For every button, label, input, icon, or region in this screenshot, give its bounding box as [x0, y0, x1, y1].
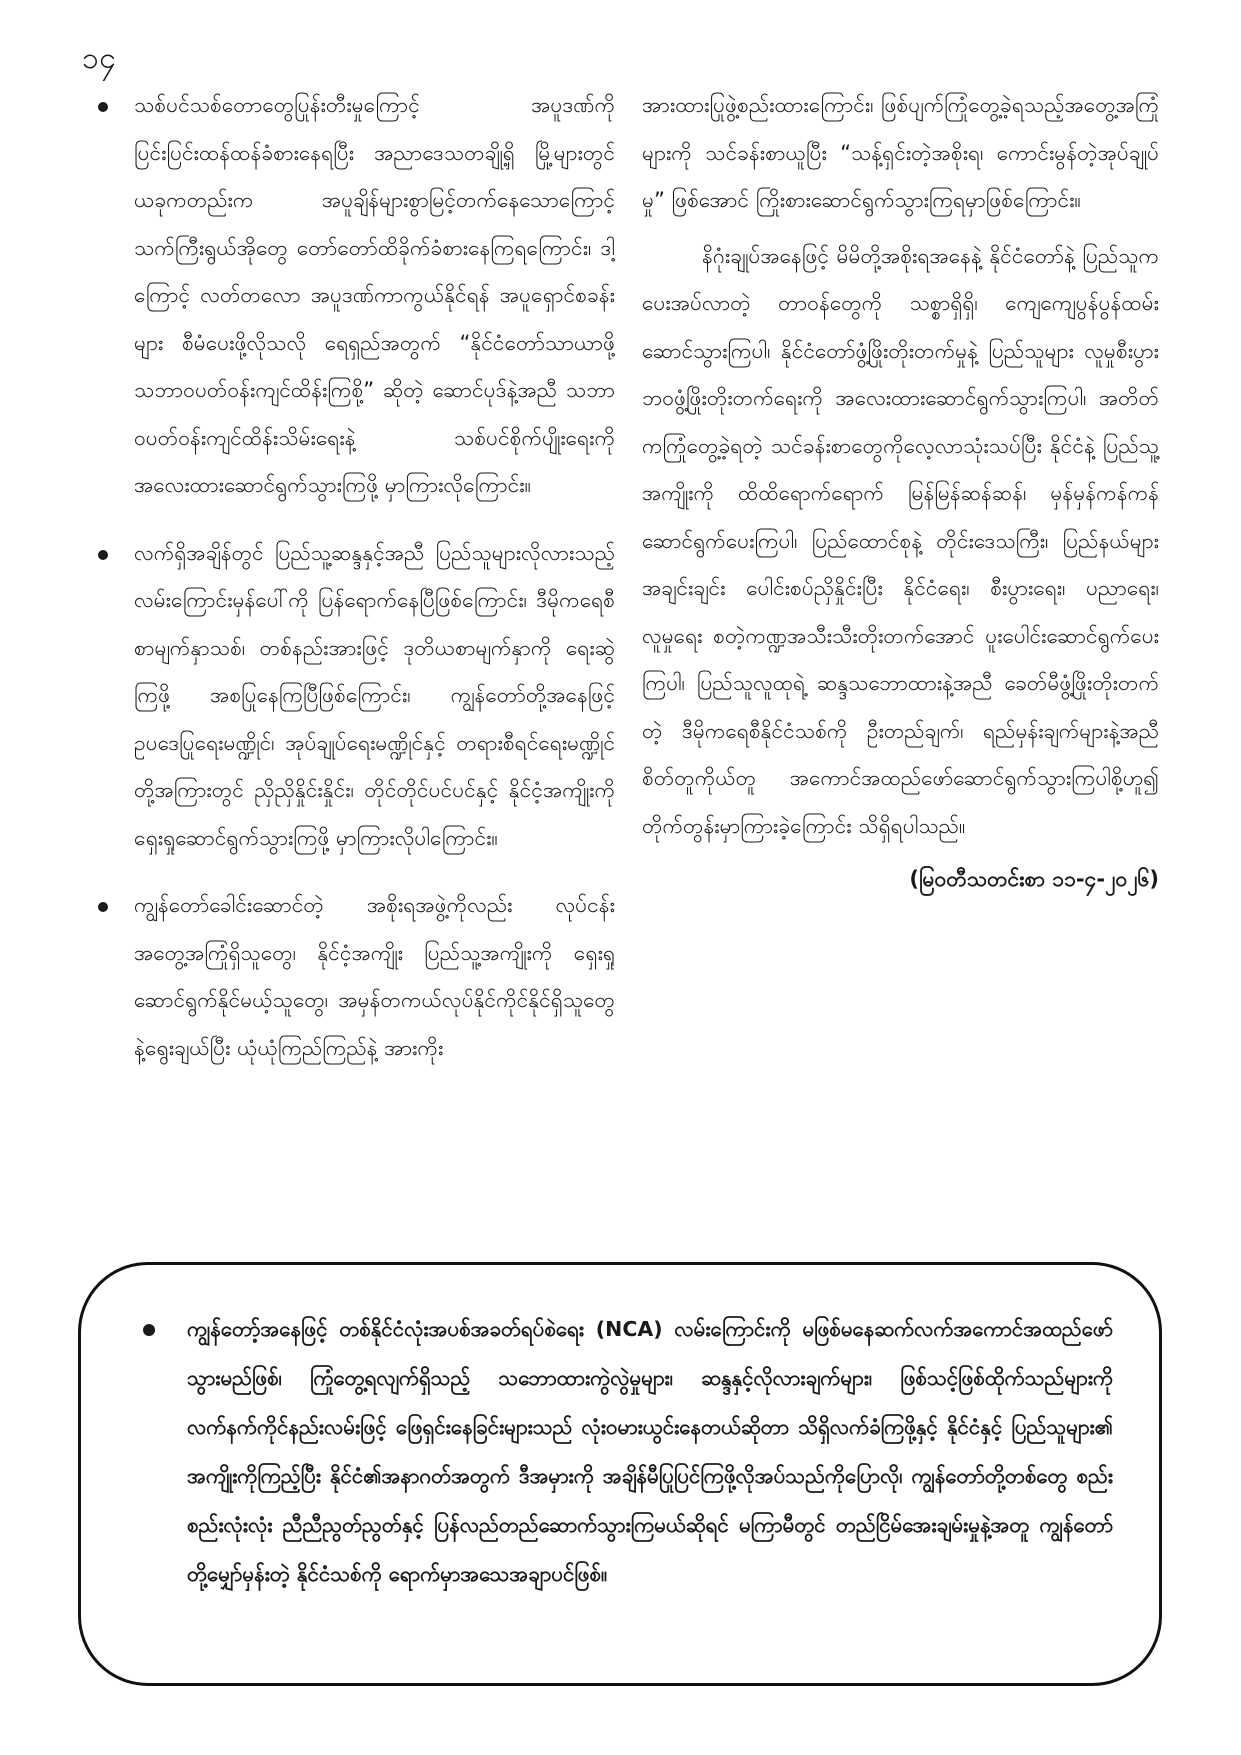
bullet-list	[90, 82, 615, 1072]
callout-box	[78, 1262, 1162, 1686]
bullet-icon	[143, 1324, 155, 1336]
callout-text: ကျွန်တော့်အနေဖြင့် တစ်နိုင်ငံလုံးအပစ်အခတ်ရပ်စဲရေး (NCA) လမ်းကြောင်းကို မဖြစ်မနေဆက်လက်အကောင်အထည်ဖော်သွားမည်ဖြစ်၊ ကြုံတွေ့ရလျက်ရှိသည့် သဘောထားကွဲလွဲမှုများ၊ ဆန္ဒနှင့်လိုလားချက်များ၊ ဖြစ်သင့်ဖြစ်ထိုက်သည်များကို လက်နက်ကိုင်နည်းလမ်းဖြင့် ဖြေရှင်းနေခြင်းများသည် လုံးဝမားယွင်းနေတယ်ဆိုတာ သိရှိလက်ခံကြဖို့နှင့် နိုင်ငံနှင့် ပြည်သူများ၏ အကျိုးကိုကြည့်ပြီး နိုင်ငံ၏အနာဂတ်အတွက် ဒီအမှားကို အချိန်မီပြုပြင်ကြဖို့လိုအပ်သည်ကိုပြောလို၊ ကျွန်တော်တို့တစ်တွေ စည်းစည်းလုံးလုံး ညီညီညွတ်ညွတ်နှင့် ပြန်လည်တည်ဆောက်သွားကြမယ်ဆိုရင် မကြာမီတွင် တည်ငြိမ်အေးချမ်းမှုနဲ့အတူ ကျွန်တော်တို့မျှော်မှန်းတဲ့ နိုင်ငံသစ်ကို ရောက်မှာအသေအချာပင်ဖြစ်။	[187, 1317, 1113, 1586]
conclusion-paragraph: နိဂုံးချုပ်အနေဖြင့် မိမိတို့အစိုးရအနေနဲ့ နိုင်ငံတော်နဲ့ ပြည်သူကပေးအပ်လာတဲ့ တာဝန်တွေကို သစ္စာရှိရှိ၊ ကျေကျေပွန်ပွန်ထမ်းဆောင်သွားကြပါ၊ နိုင်ငံတော်ဖွံ့ဖြိုးတိုးတက်မှုနဲ့ ပြည်သူများ လူမှုစီးပွားဘဝဖွံ့ဖြိုးတိုးတက်ရေးကို အလေးထားဆောင်ရွက်သွားကြပါ၊ အတိတ်ကကြုံတွေ့ခဲ့ရတဲ့ သင်ခန်းစာတွေကိုလေ့လာသုံးသပ်ပြီး နိုင်ငံနဲ့ ပြည်သူ့အကျိုးကို ထိထိရောက်ရောက် မြန်မြန်ဆန်ဆန်၊ မှန်မှန်ကန်ကန် ဆောင်ရွက်ပေးကြပါ၊ ပြည်ထောင်စုနဲ့ တိုင်းဒေသကြီး၊ ပြည်နယ်များ အချင်းချင်း ပေါင်းစပ်ညှိနှိုင်းပြီး နိုင်ငံရေး၊ စီးပွားရေး၊ ပညာရေး၊ လူမှုရေး စတဲ့ကဏ္ဍအသီးသီးတိုးတက်အောင် ပူးပေါင်းဆောင်ရွက်ပေးကြပါ၊ ပြည်သူလူထုရဲ့ ဆန္ဒသဘောထားနဲ့အညီ ခေတ်မီဖွံ့ဖြိုးတိုးတက်တဲ့ ဒီမိုကရေစီနိုင်ငံသစ်ကို ဦးတည်ချက်၊ ရည်မှန်းချက်များနဲ့အညီ စိတ်တူကိုယ်တူ အကောင်အထည်ဖော်ဆောင်ရွက်သွားကြပါစို့ဟူ၍ တိုက်တွန်းမှာကြားခဲ့ကြောင်း သိရှိရပါသည်။	[642, 243, 1159, 838]
callout-text-block	[143, 1305, 1113, 1599]
continuation-paragraph: အားထားပြုဖွဲ့စည်းထားကြောင်း၊ ဖြစ်ပျက်ကြုံတွေ့ခဲ့ရသည့်အတွေ့အကြုံများကို သင်ခန်းစာယူပြီး “သန့်ရှင်းတဲ့အစိုးရ၊ ကောင်းမွန်တဲ့အုပ်ချုပ်မှု” ဖြစ်အောင် ကြိုးစားဆောင်ရွက်သွားကြရမှာဖြစ်ကြောင်း။	[642, 93, 1159, 212]
bullet-text: သစ်ပင်သစ်တောတွေပြုန်းတီးမှုကြောင့် အပူဒဏ်ကို ပြင်းပြင်းထန်ထန်ခံစားနေရပြီး အညာဒေသတချို့ရှိ မြို့များတွင် ယခုကတည်းက အပူချိန်များစွာမြင့်တက်နေသောကြောင့် သက်ကြီးရွယ်အိုတွေ တော်တော်ထိခိုက်ခံစားနေကြရကြောင်း၊ ဒါ့ကြောင့် လတ်တလော အပူဒဏ်ကာကွယ်နိုင်ရန် အပူရှောင်စခန်းများ စီမံပေးဖို့လိုသလို ရေရှည်အတွက် “နိုင်ငံတော်သာယာဖို့ သဘာဝပတ်ဝန်းကျင်ထိန်းကြစို့” ဆိုတဲ့ ဆောင်ပုဒ်နဲ့အညီ သဘာဝပတ်ဝန်းကျင်ထိန်းသိမ်းရေးနဲ့ သစ်ပင်စိုက်ပျိုးရေးကို အလေးထားဆောင်ရွက်သွားကြဖို့ မှာကြားလိုကြောင်း။	[134, 93, 615, 497]
bullet-item	[90, 882, 615, 1072]
bullet-item	[90, 530, 615, 863]
page-number: ၁၄	[82, 41, 116, 76]
bullet-icon	[98, 102, 108, 112]
left-column	[90, 82, 615, 1092]
bullet-icon	[98, 902, 108, 912]
source-citation: (မြဝတီသတင်းစာ ၁၁-၄-၂၀၂၆)	[909, 867, 1159, 891]
bullet-icon	[98, 550, 108, 560]
bullet-text: လက်ရှိအချိန်တွင် ပြည်သူ့ဆန္ဒနှင့်အညီ ပြည်သူများလိုလားသည့်လမ်းကြောင်းမှန်ပေါ်ကို ပြန်ရောက်နေပြီဖြစ်ကြောင်း၊ ဒီမိုကရေစီစာမျက်နှာသစ်၊ တစ်နည်းအားဖြင့် ဒုတိယစာမျက်နှာကို ရေးဆွဲကြဖို့ အစပြုနေကြပြီဖြစ်ကြောင်း၊ ကျွန်တော်တို့အနေဖြင့် ဥပဒေပြုရေးမဏ္ဍိုင်၊ အုပ်ချုပ်ရေးမဏ္ဍိုင်နှင့် တရားစီရင်ရေးမဏ္ဍိုင်တို့အကြားတွင် ညှိညှိနှိုင်းနှိုင်း၊ တိုင်တိုင်ပင်ပင်နှင့် နိုင်ငံ့အကျိုးကို ရှေးရှုဆောင်ရွက်သွားကြဖို့ မှာကြားလိုပါကြောင်း။	[134, 540, 615, 850]
bullet-item	[90, 82, 615, 510]
right-column	[642, 82, 1159, 904]
bullet-text: ကျွန်တော်ခေါင်းဆောင်တဲ့ အစိုးရအဖွဲ့ကိုလည်း လုပ်ငန်းအတွေ့အကြုံရှိသူတွေ၊ နိုင်ငံ့အကျိုး ပြည်သူ့အကျိုးကို ရှေးရှုဆောင်ရွက်နိုင်မယ့်သူတွေ၊ အမှန်တကယ်လုပ်နိုင်ကိုင်နိုင်ရှိသူတွေနဲ့ရွေးချယ်ပြီး ယုံယုံကြည်ကြည်နဲ့ အားကိုး	[134, 893, 615, 1060]
